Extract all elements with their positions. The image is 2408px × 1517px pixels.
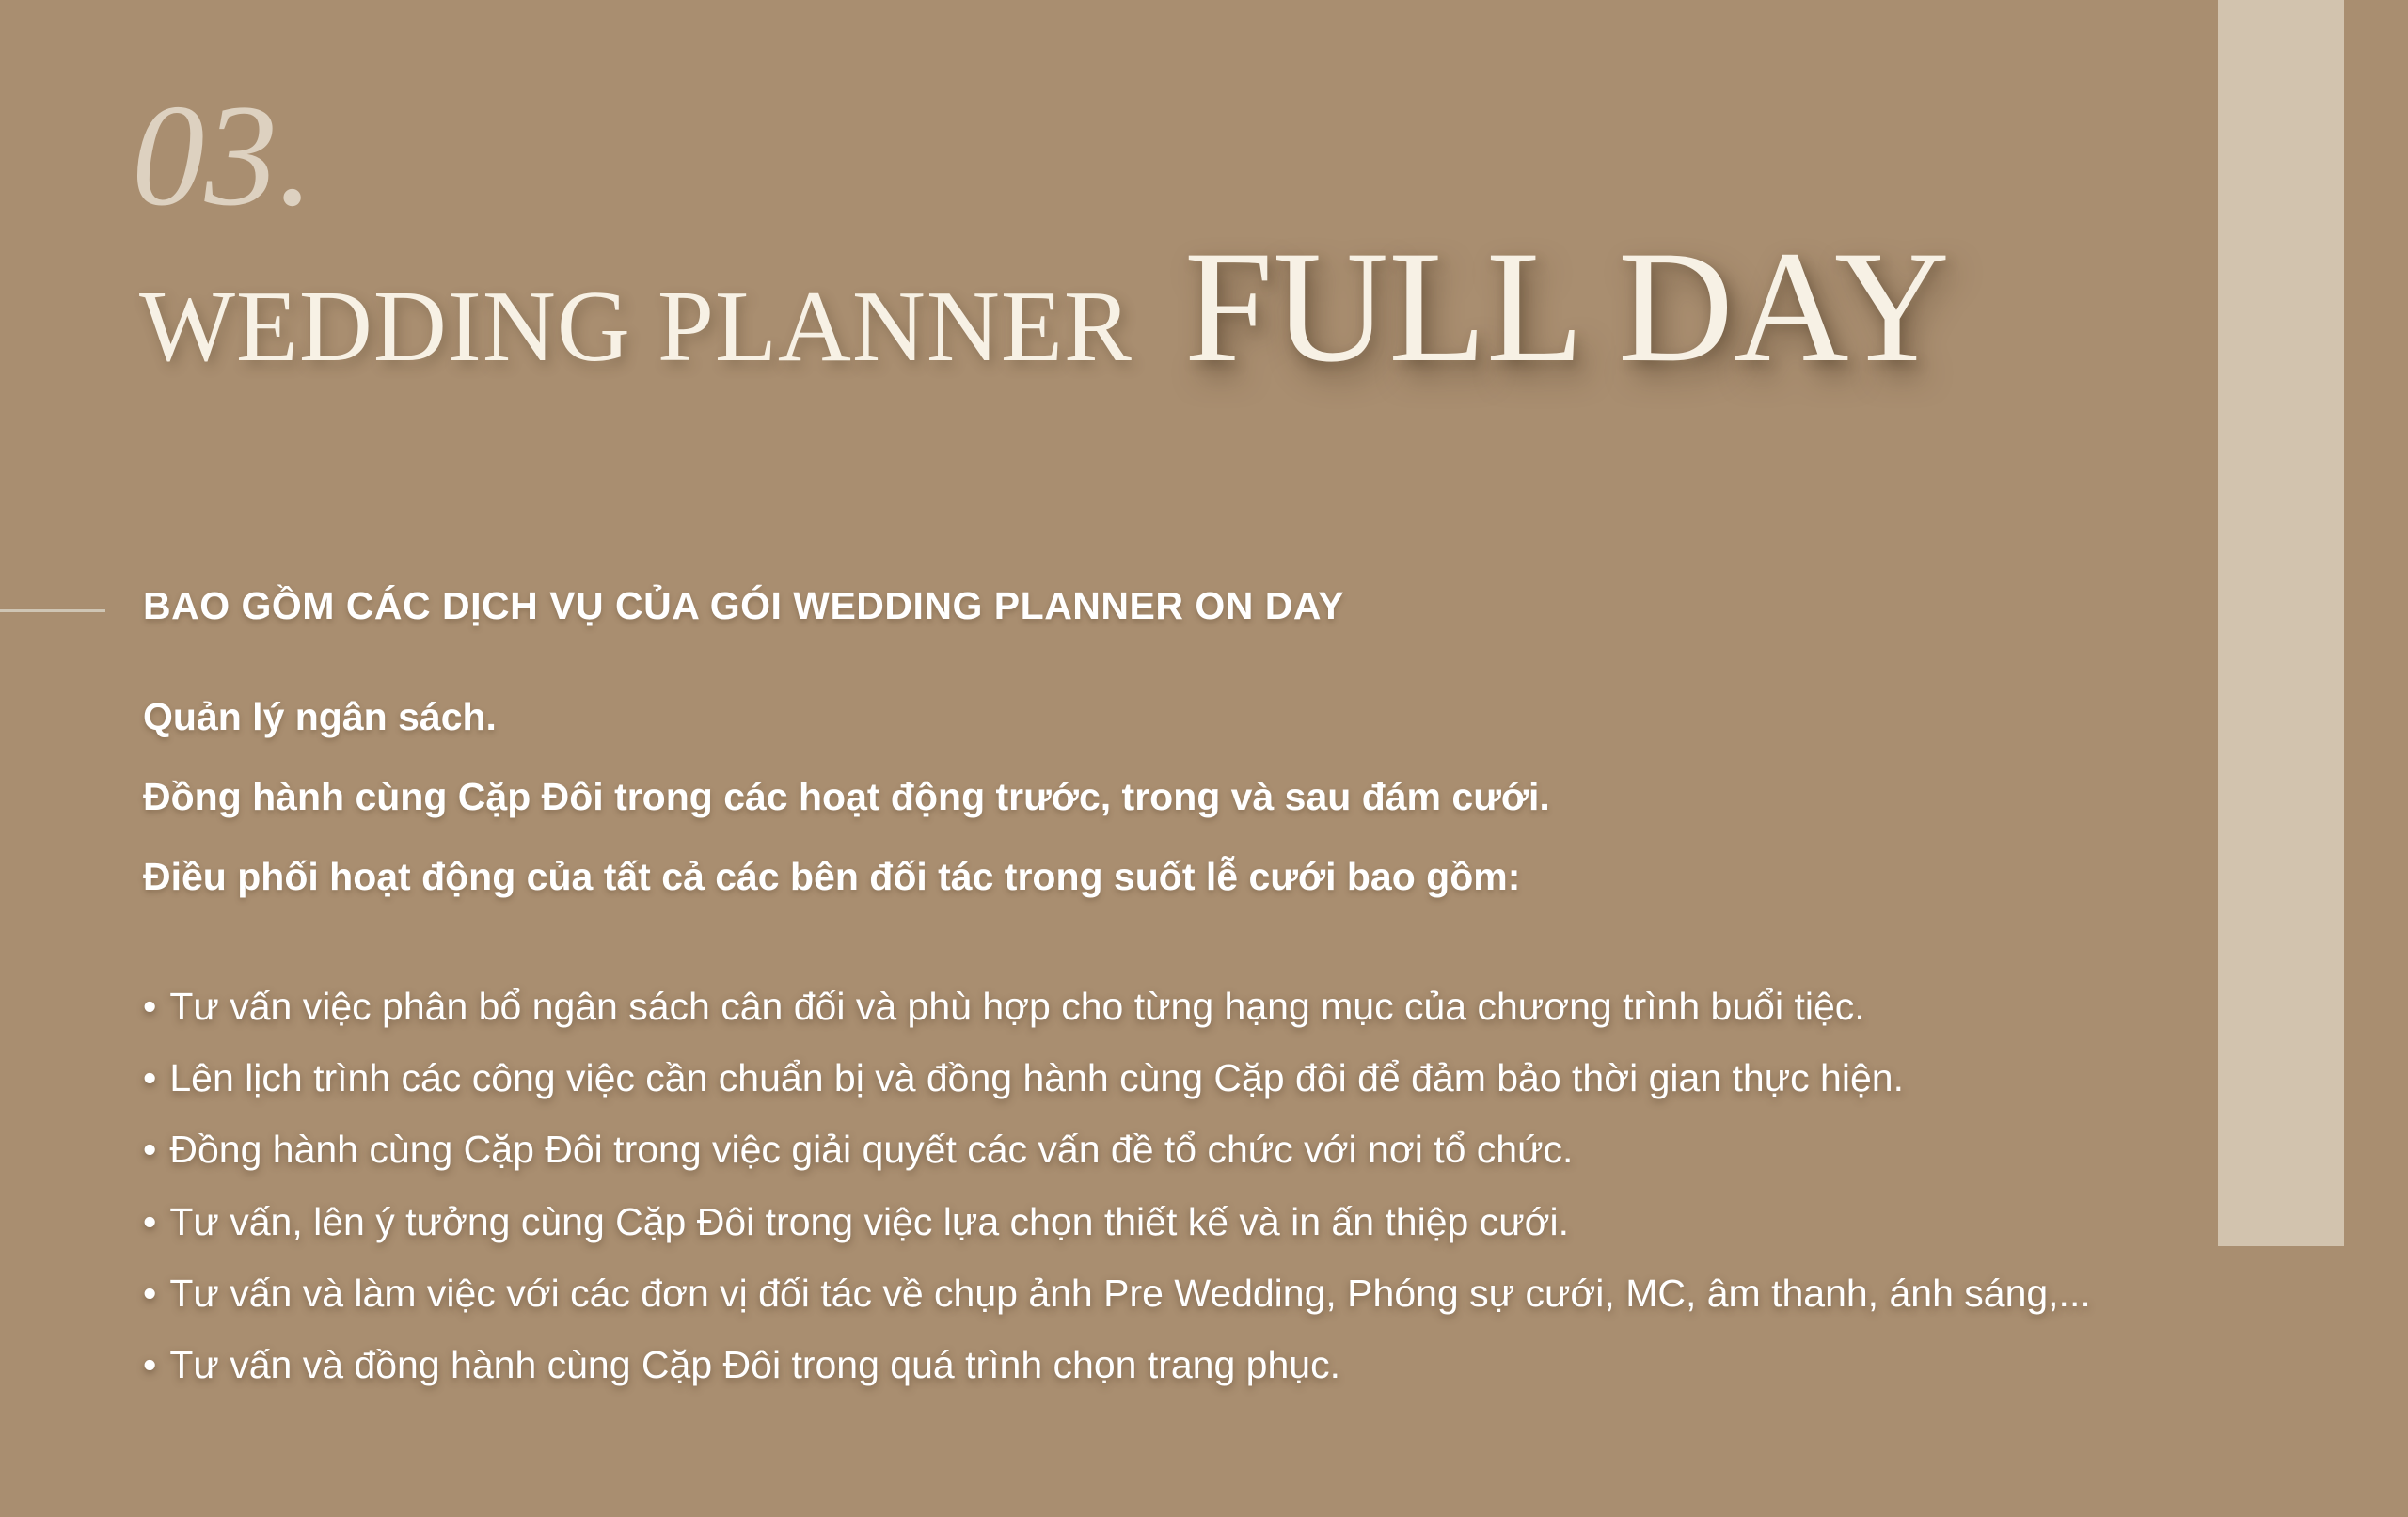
service-text: Đồng hành cùng Cặp Đôi trong việc giải quyết các vấn đề tổ chức với nơi tổ chức. xyxy=(169,1128,1574,1172)
service-text: Tư vấn và làm việc với các đơn vị đối tác về chụp ảnh Pre Wedding, Phóng sự cưới, MC, âm thanh, ánh sáng,... xyxy=(169,1271,2091,1315)
bullet-icon xyxy=(143,1342,156,1388)
intro-block xyxy=(143,694,2306,901)
list-item xyxy=(143,1199,2344,1245)
list-item xyxy=(143,1055,2344,1101)
service-text: Tư vấn việc phân bổ ngân sách cân đối và phù hợp cho từng hạng mục của chương trình buổi tiệc. xyxy=(169,985,1865,1028)
left-divider-line xyxy=(0,609,105,612)
service-list xyxy=(143,984,2344,1388)
page-title xyxy=(139,218,1950,395)
page-title-main: WEDDING PLANNER xyxy=(139,271,1133,383)
service-text: Lên lịch trình các công việc cần chuẩn bị và đồng hành cùng Cặp đôi để đảm bảo thời gian thực hiện. xyxy=(169,1056,1904,1100)
section-heading: BAO GỒM CÁC DỊCH VỤ CỦA GÓI WEDDING PLANNER ON DAY xyxy=(143,584,1345,627)
service-text: Tư vấn, lên ý tưởng cùng Cặp Đôi trong việc lựa chọn thiết kế và in ấn thiệp cưới. xyxy=(169,1199,1570,1243)
list-item xyxy=(143,1271,2344,1317)
intro-line: Điều phối hoạt động của tất cả các bên đối tác trong suốt lễ cưới bao gồm: xyxy=(143,855,1521,899)
bullet-icon xyxy=(143,1271,156,1317)
service-text: Tư vấn và đồng hành cùng Cặp Đôi trong quá trình chọn trang phục. xyxy=(169,1342,1340,1386)
bullet-icon xyxy=(143,1055,156,1101)
bullet-icon xyxy=(143,1127,156,1173)
list-item xyxy=(143,984,2344,1030)
bullet-icon xyxy=(143,1199,156,1245)
section-number: 03. xyxy=(132,74,314,236)
list-item xyxy=(143,1342,2344,1388)
page-title-highlight: FULL DAY xyxy=(1183,218,1950,395)
list-item xyxy=(143,1127,2344,1173)
intro-line: Đồng hành cùng Cặp Đôi trong các hoạt động trước, trong và sau đám cưới. xyxy=(143,775,1550,819)
bullet-icon xyxy=(143,984,156,1030)
intro-line: Quản lý ngân sách. xyxy=(143,695,497,738)
